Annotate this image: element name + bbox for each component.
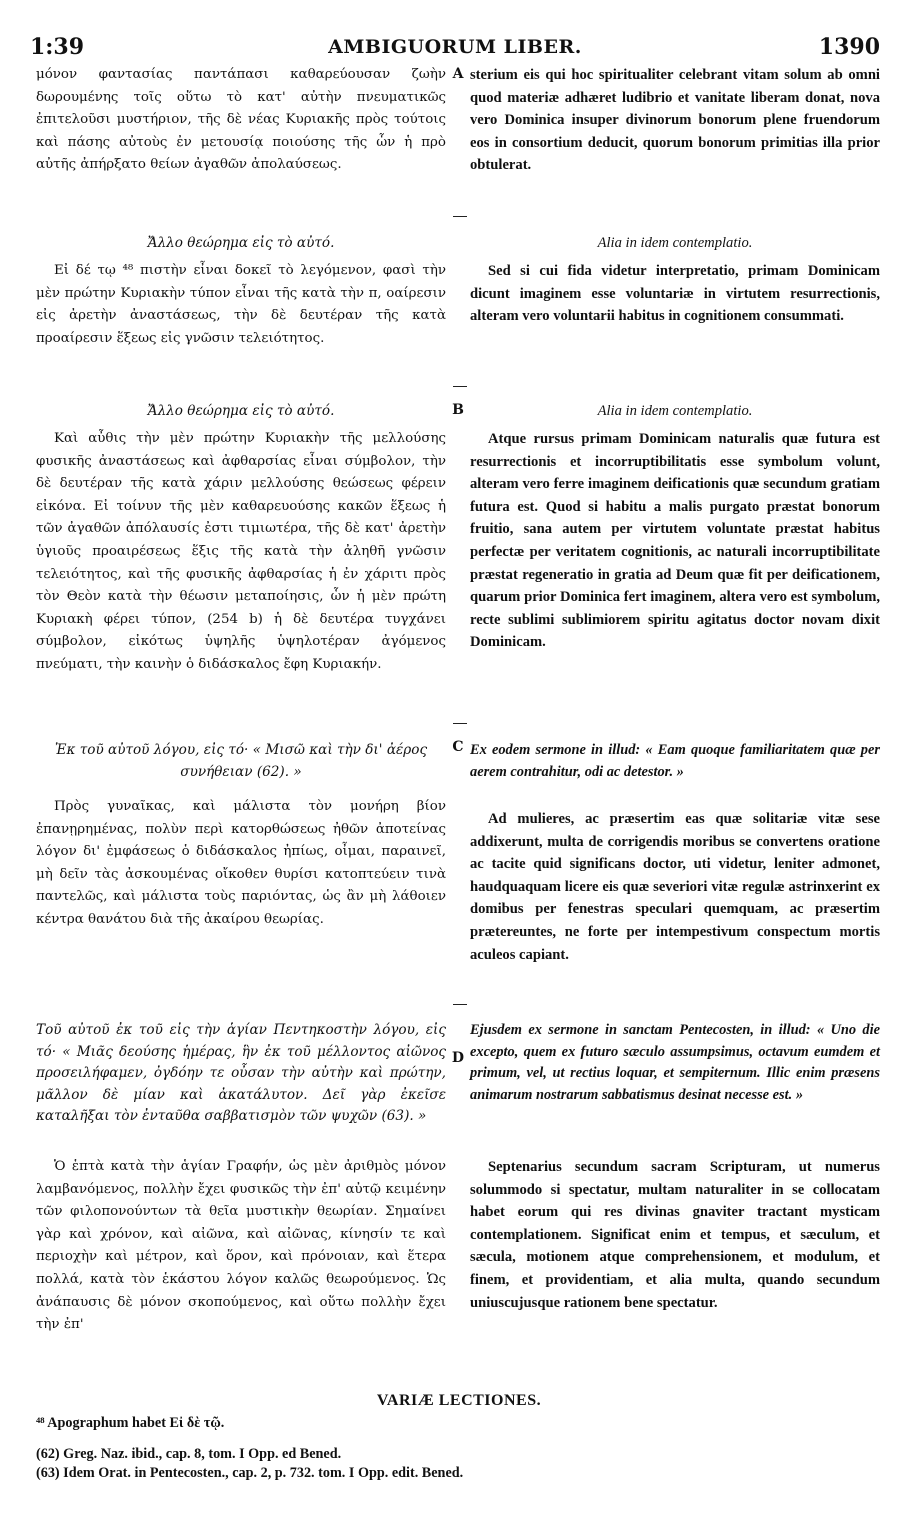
latin-paragraph: Sed si cui fida videtur interpretatio, primam Dominicam dicunt imaginem esse voluntariæ in virtutem resurrectionis, alteram vero voluntarii habitus in cognitionem consummati. <box>470 263 880 325</box>
greek-paragraph: μόνον φαντασίας παντάπασι καθαρεύουσαν ζωὴν δωρουμένης τοῖς οὕτω τὸ κατ' αὐτὴν πνευματικῶς ἐπιτελοῦσι μυστήριον, τῆς δὲ νέας Κυριακῆς πρὸς τούτοις καὶ πάσης αὐτοὺς ἐν μετουσίᾳ ποιούσης τῆς ὧν ἡ πρὸ αὐτῆς ἀπήρξατο θείων ἀγαθῶν ἀπολαύσεως. <box>36 67 446 173</box>
greek-section-heading: Ἄλλο θεώρημα εἰς τὸ αὐτό. <box>147 235 335 251</box>
page-number-right: 1390 <box>818 34 880 60</box>
greek-paragraph: Πρὸς γυναῖκας, καὶ μάλιστα τὸν μονήρη βίον ἐπανῃρημένας, πολὺν περὶ κατορθώσεως ἠθῶν ἀποτείνας λόγον δι' ἐμφάσεως ὁ διδάσκαλος ἠπίως, οἶμαι, παραινεῖ, μὴ δεῖν τὰς ἀσκουμένας οἴκοθεν θυρίσι κατοπτεύειν τινὰ παντελῶς, καὶ μάλιστα τοὺς παριόντας, ὡς ἂν μὴ λάθοιεν κέντρα θανάτου διὰ τῆς ἀκαίρου θεωρίας. <box>36 799 446 927</box>
latin-section-heading: Alia in idem contemplatio. <box>597 235 753 251</box>
running-title: AMBIGUORUM LIBER. <box>328 36 582 58</box>
page-header <box>30 34 880 64</box>
section-divider <box>453 216 467 217</box>
margin-letter-c: C <box>452 739 464 755</box>
margin-letter-b: B <box>452 402 464 418</box>
latin-paragraph: Septenarius secundum sacram Scripturam, ut numerus solummodo si spectatur, multam naturaliter in se collocatam habet eorum qui res divinas gnaviter tractant mysticam contemplationem. Significat enim et tempus, et sæculum, et sæcula, motionem atque comprehensionem, et modulum, et finem, et providentiam, et alia multa, quando secundum uniuscujusque rationem bene spectatur. <box>470 1159 880 1311</box>
latin-lemma-heading: Ejusdem ex sermone in sanctam Pentecosten, in illud: « Uno die excepto, quem ex futuro sæculo assumpsimus, octavum eumdem et primum, vel, ut rectius loquar, et sempiternum. Illic enim præsens animarum nostrarum sabbatismus desinat necesse est. » <box>470 1022 880 1103</box>
section-divider <box>453 1004 467 1005</box>
page-number-left: 1:39 <box>30 34 85 60</box>
greek-paragraph: Καὶ αὖθις τὴν μὲν πρώτην Κυριακὴν τῆς μελλούσης φυσικῆς ἀναστάσεως καὶ ἀφθαρσίας εἶναι σύμβολον, τὴν δὲ δευτέραν τῆς κατὰ χάριν μελλούσης θεώσεως φέρειν εἰκόνα. Εἰ τοίνυν τῆς μὲν καθαρευούσης κακῶν ἕξεως ἡ τῶν ἀγαθῶν ἀπόλαυσίς ἐστι τιμιωτέρα, τῆς δὲ κατ' ἀρετὴν ὑγιοῦς προαιρέσεως ἕξις τῆς κατὰ τὴν ἀληθῆ γνῶσιν τελειότητος, καὶ τῆς φυσικῆς ἀφθαρσίας ἡ ἐν χάριτι πρὸς τὸν Θεὸν κατὰ τὴν θέωσιν μεταποίησις, ὧν ἡ μὲν πρώτη Κυριακὴ φέρει τύπον, (254 b) ἡ δὲ δευτέρα τυγχάνει σύμβολον, εἰκότως ὑψηλῆς ὑψηλοτέραν ἀγόμενος πνεύματι, τὴν καινὴν ὁ διδάσκαλος ἔφη Κυριακήν. <box>36 431 446 672</box>
greek-lemma-heading: Ἐκ τοῦ αὐτοῦ λόγου, εἰς τό· « Μισῶ καὶ τὴν δι' ἀέρος συνήθειαν (62). » <box>54 742 428 780</box>
variant-note: ⁴⁸ Apographum habet Εἰ δὲ τῷ. <box>36 1415 225 1431</box>
latin-paragraph: Atque rursus primam Dominicam naturalis quæ futura est resurrectionis et incorruptibilitatis esse symbolum volunt, alteram vero ferre imaginem deificationis quæ secundum gratiam futura est. Quod si habitu a malis purgato præstat bonorum fruitio, sana autem per virtutem voluntate præstat habitus perfectæ per veritatem cognitionis, ac naturali incorruptibilitate præstat regeneratio in gratia ad Deum quæ fit per deificationem, quarum prior Dominica fert imaginem, altera vero est symbolum, recte sublimi sublimiorem spiritu agitatus doctor novam dixit Dominicam. <box>470 431 880 651</box>
greek-paragraph: Εἰ δέ τῳ ⁴⁸ πιστὴν εἶναι δοκεῖ τὸ λεγόμενον, φασὶ τὴν μὲν πρώτην Κυριακὴν τύπον εἶναι τῆς κατὰ τὴν π, οαίρεσιν εἰς ἀρετὴν ἀναστάσεως, τὴν δὲ δευτέραν τῆς κατὰ προαίρεσιν ἕξεως εἰς γνῶσιν τελειότητος. <box>36 263 446 346</box>
greek-lemma-heading: Τοῦ αὐτοῦ ἐκ τοῦ εἰς τὴν ἁγίαν Πεντηκοστὴν λόγου, εἰς τό· « Μιᾶς δεούσης ἡμέρας, ἣν ἐκ τοῦ μέλλοντος αἰῶνος προσειλήφαμεν, ὀγδόην τε οὖσαν τὴν αὐτὴν καὶ πρώτην, μᾶλλον δὲ μίαν καὶ ἀκατάλυτον. Δεῖ γὰρ ἐκεῖσε καταλῆξαι τὸν ἐνταῦθα σαββατισμὸν τῶν ψυχῶν (63). » <box>36 1022 446 1124</box>
margin-letter-d: D <box>451 1050 465 1066</box>
footnote: (62) Greg. Naz. ibid., cap. 8, tom. I Opp. ed Bened. <box>36 1446 342 1462</box>
section-divider <box>453 386 467 387</box>
section-divider <box>453 723 467 724</box>
latin-paragraph: Ad mulieres, ac præsertim eas quæ solitariæ vitæ sese addixerunt, multa de corrigendis moribus se convertens oratione ac tacite quid significans doctor, uti videtur, leniter admonet, haudquaquam licere eis quæ severiori vitæ regulæ astrinxerint ex domibus per fenestras speculari quemquam, ac præsertim prætereuntes, ne forte per intempestivum conspectum mortis aculeos capiant. <box>470 811 880 963</box>
greek-section-heading: Ἄλλο θεώρημα εἰς τὸ αὐτό. <box>147 403 335 419</box>
variae-lectiones <box>36 1392 882 1483</box>
variae-title: VARIÆ LECTIONES. <box>376 1392 542 1409</box>
latin-paragraph: sterium eis qui hoc spiritualiter celebrant vitam solum ab omni quod materiæ adhæret ludibrio et vanitate liberam donat, nova vero Dominica insuper divinorum bonorum plene fruendorum eos in consortium deducit, quorum bonorum primitias illa prior obtulerat. <box>470 67 880 174</box>
latin-lemma-heading: Ex eodem sermone in illud: « Eam quoque familiaritatem quæ per aerem contrahitur, odi ac detestor. » <box>470 742 880 780</box>
footnote: (63) Idem Orat. in Pentecosten., cap. 2, p. 732. tom. I Opp. edit. Bened. <box>36 1465 464 1481</box>
greek-paragraph: Ὁ ἑπτὰ κατὰ τὴν ἁγίαν Γραφήν, ὡς μὲν ἀριθμὸς μόνον λαμβανόμενος, πολλὴν ἔχει φυσικῶς τὴν ἐπ' αὐτῷ κειμένην τῶν φιλοπονούντων τὰ θεῖα μυστικὴν θεωρίαν. Σημαίνει γὰρ καὶ χρόνον, καὶ αἰῶνα, καὶ αἰῶνας, κίνησίν τε καὶ περιοχὴν καὶ μέτρον, καὶ ὅρον, καὶ πρόνοιαν, καὶ ἕτερα πολλά, κατὰ τὸν ἑκάστου λόγον καλῶς θεωρούμενος. Ὡς ἀνάπαυσις δὲ μόνον σκοπούμενος, καὶ οὕτω πολλὴν ἔχει τὴν ἐπ' <box>36 1159 446 1333</box>
margin-letter-a: A <box>452 66 464 82</box>
latin-section-heading: Alia in idem contemplatio. <box>597 403 753 419</box>
